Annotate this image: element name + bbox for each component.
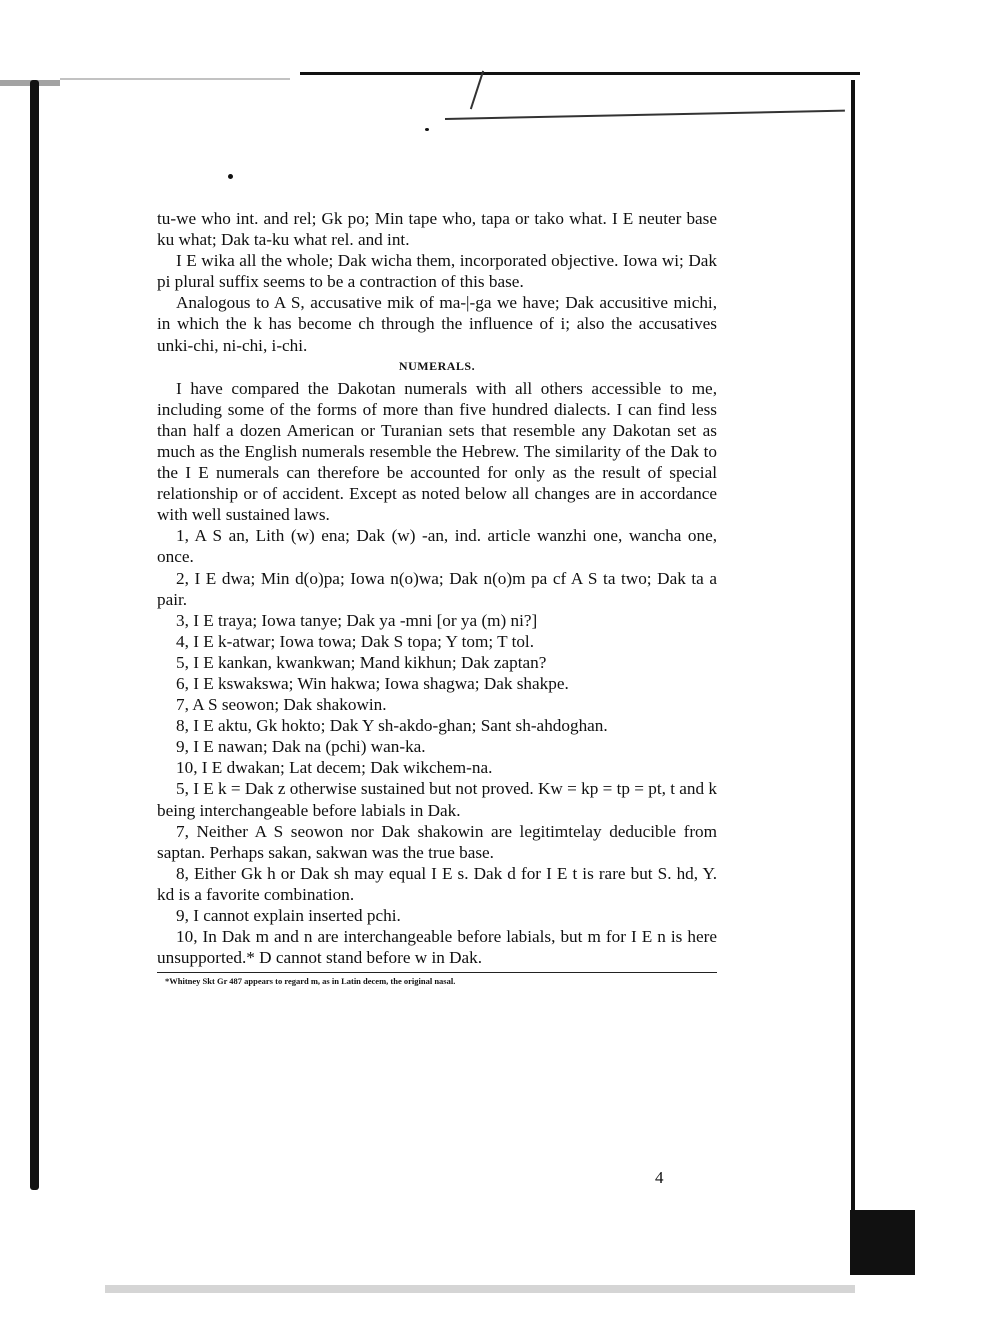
scan-artifact-corner <box>850 1210 915 1275</box>
scan-artifact-dot <box>425 128 429 131</box>
footnote-rule <box>157 972 717 973</box>
numeral-note: 8, Either Gk h or Dak sh may equal I E s. Dak d for I E t is rare but S. hd, Y. kd is a favorite combination. <box>157 863 717 904</box>
numeral-entry: 6, I E kswakswa; Win hakwa; Iowa shagwa; Dak shakpe. <box>176 673 569 693</box>
numeral-entry: 10, I E dwakan; Lat decem; Dak wikchem-na. <box>176 758 493 778</box>
numeral-entry: 8, I E aktu, Gk hokto; Dak Y sh-akdo-ghan; Sant sh-ahdoghan. <box>176 716 608 736</box>
scan-artifact-left-bar <box>30 80 39 1190</box>
scan-artifact-top-rule-faint <box>60 78 290 80</box>
numeral-entry: 5, I E kankan, kwankwan; Mand kikhun; Dak zaptan? <box>176 652 547 672</box>
scan-artifact-right-bar <box>851 80 855 1250</box>
section-heading: NUMERALS. <box>398 358 476 373</box>
scan-artifact-tick <box>470 71 484 110</box>
paragraph: tu-we who int. and rel; Gk po; Min tape who, tapa or tako what. I E neuter base ku what; Dak ta-ku what rel. and int. <box>157 209 717 250</box>
numeral-entry: 1, A S an, Lith (w) ena; Dak (w) -an, ind. article wanzhi one, wancha one, once. <box>157 526 717 567</box>
numeral-note: 9, I cannot explain inserted pchi. <box>176 906 401 925</box>
scan-artifact-bottom-noise <box>105 1285 855 1293</box>
footnote: *Whitney Skt Gr 487 appears to regard m, as in Latin decem, the original nasal. <box>165 976 456 987</box>
paragraph: Analogous to A S, accusative mik of ma-|-ga we have; Dak accusitive michi, in which the k has become ch through the influence of i; also the accusatives unki-chi, ni-chi, i-chi. <box>157 293 717 355</box>
numeral-note: 7, Neither A S seowon nor Dak shakowin are legitimtelay deducible from saptan. Perhaps sakan, sakwan was the true base. <box>157 821 717 862</box>
paragraph: I have compared the Dakotan numerals with all others accessible to me, including some of the forms of more than five hundred dialects. I can find less than half a dozen American or Turanian sets that resemble any Dakotan set as much as the English numerals resemble the Hebrew. The similarity of the Dak to the I E numerals can therefore be accounted for only as the result of special relationship or of accident. Except as noted below all changes are in accordance with well sustained laws. <box>157 378 717 525</box>
page-number: 4 <box>655 1168 664 1187</box>
paragraph: I E wika all the whole; Dak wicha them, incorporated objective. Iowa wi; Dak pi plural suffix seems to be a contraction of this base. <box>157 251 717 292</box>
numeral-entry: 9, I E nawan; Dak na (pchi) wan-ka. <box>176 737 426 757</box>
scan-artifact-top-rule <box>300 72 860 75</box>
numeral-entry: 2, I E dwa; Min d(o)pa; Iowa n(o)wa; Dak n(o)m pa cf A S ta two; Dak ta a pair. <box>157 568 717 609</box>
scan-artifact-dot <box>228 174 233 179</box>
numeral-entry: 4, I E k-atwar; Iowa towa; Dak S topa; Y tom; T tol. <box>176 631 535 651</box>
scan-artifact-top-rule-lower <box>445 110 845 120</box>
numeral-note: 10, In Dak m and n are interchangeable before labials, but m for I E n is here unsupported.* D cannot stand before w in Dak. <box>157 927 717 968</box>
numeral-entry: 3, I E traya; Iowa tanye; Dak ya -mni [or ya (m) ni?] <box>176 610 538 630</box>
numeral-note: 5, I E k = Dak z otherwise sustained but not proved. Kw = kp = tp = pt, t and k being interchangeable before labials in Dak. <box>157 779 717 820</box>
numeral-entry: 7, A S seowon; Dak shakowin. <box>176 695 387 715</box>
page-body <box>157 208 717 987</box>
